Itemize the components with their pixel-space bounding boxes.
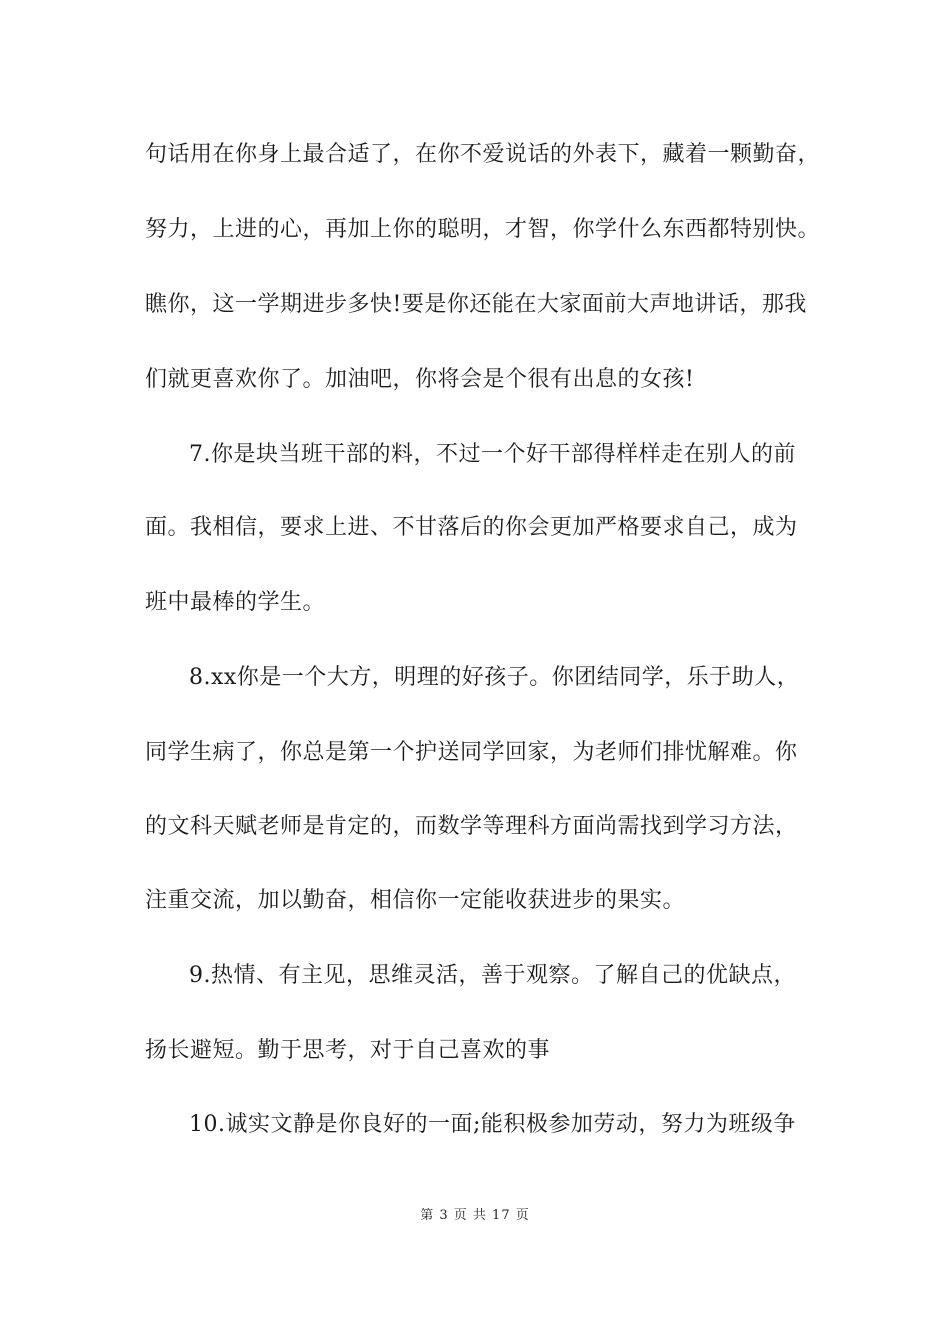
item-8-line-1: 8.xx你是一个大方，明理的好孩子。你团结同学，乐于助人，: [189, 665, 800, 690]
text-line-2: 努力，上进的心，再加上你的聪明，才智，你学什么东西都特别快。: [145, 217, 821, 242]
item-10-line-1: 10.诚实文静是你良好的一面;能积极参加劳动，努力为班级争: [189, 1112, 796, 1137]
text-line-1: 句话用在你身上最合适了，在你不爱说话的外表下，藏着一颗勤奋，: [145, 142, 821, 167]
item-9-line-2: 扬长避短。勤于思考，对于自己喜欢的事: [145, 1038, 551, 1063]
text-line-3: 瞧你，这一学期进步多快!要是你还能在大家面前大声地讲话，那我: [145, 292, 807, 317]
item-8-line-2: 同学生病了，你总是第一个护送同学回家，为老师们排忧解难。你: [145, 740, 798, 765]
item-8-line-3: 的文科天赋老师是肯定的，而数学等理科方面尚需找到学习方法，: [145, 814, 798, 839]
text-line-4: 们就更喜欢你了。加油吧，你将会是个很有出息的女孩!: [145, 367, 695, 392]
item-7-line-3: 班中最棒的学生。: [145, 590, 326, 615]
item-8-line-4: 注重交流，加以勤奋，相信你一定能收获进步的果实。: [145, 888, 686, 913]
item-7-line-2: 面。我相信，要求上进、不甘落后的你会更加严格要求自己，成为: [145, 515, 798, 540]
item-7-line-1: 7.你是块当班干部的料，不过一个好干部得样样走在别人的前: [189, 442, 796, 467]
page-number-footer: 第 3 页 共 17 页: [420, 1208, 530, 1223]
item-9-line-1: 9.热情、有主见，思维灵活，善于观察。了解自己的优缺点，: [189, 963, 796, 988]
